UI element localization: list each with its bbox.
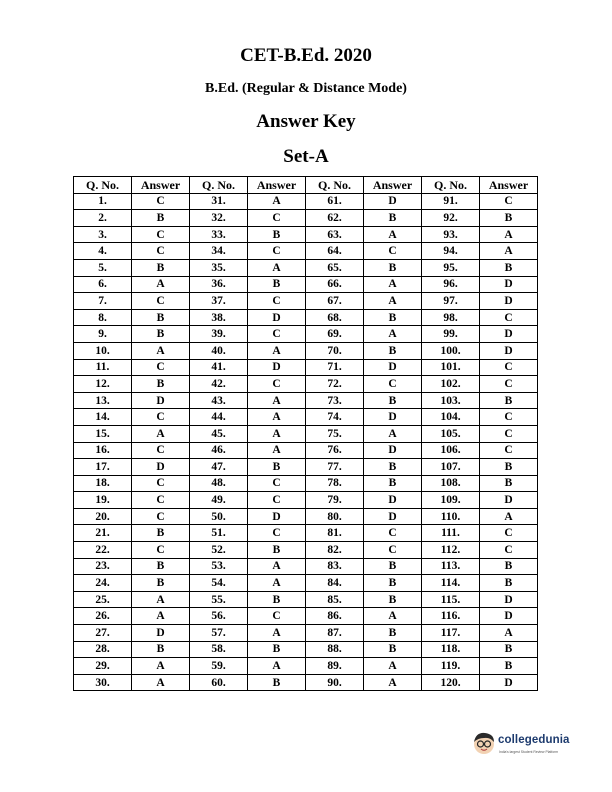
answer-cell: A (364, 674, 422, 691)
answer-cell: A (132, 658, 190, 675)
answer-cell: B (248, 276, 306, 293)
question-number: 86. (306, 608, 364, 625)
question-number: 8. (74, 309, 132, 326)
answer-cell: C (480, 442, 538, 459)
answer-cell: D (480, 591, 538, 608)
answer-cell: C (364, 376, 422, 393)
table-row (74, 210, 538, 227)
question-number: 26. (74, 608, 132, 625)
question-number: 105. (422, 425, 480, 442)
table-row (74, 392, 538, 409)
question-number: 22. (74, 542, 132, 559)
answer-cell: A (480, 226, 538, 243)
question-number: 64. (306, 243, 364, 260)
answer-cell: C (132, 508, 190, 525)
question-number: 16. (74, 442, 132, 459)
question-number: 32. (190, 210, 248, 227)
question-number: 92. (422, 210, 480, 227)
table-row (74, 508, 538, 525)
question-number: 110. (422, 508, 480, 525)
question-number: 69. (306, 326, 364, 343)
answer-cell: A (364, 293, 422, 310)
question-number: 20. (74, 508, 132, 525)
table-row (74, 376, 538, 393)
collegedunia-logo (472, 728, 582, 768)
answer-cell: C (248, 243, 306, 260)
question-number: 84. (306, 575, 364, 592)
table-row (74, 226, 538, 243)
table-row (74, 641, 538, 658)
question-number: 29. (74, 658, 132, 675)
column-header: Answer (480, 177, 538, 194)
table-row (74, 342, 538, 359)
question-number: 14. (74, 409, 132, 426)
answer-cell: C (132, 293, 190, 310)
answer-cell: D (248, 309, 306, 326)
question-number: 87. (306, 625, 364, 642)
question-number: 58. (190, 641, 248, 658)
table-row (74, 475, 538, 492)
table-row (74, 442, 538, 459)
answer-cell: D (480, 342, 538, 359)
table-row (74, 542, 538, 559)
question-number: 117. (422, 625, 480, 642)
question-number: 97. (422, 293, 480, 310)
answer-cell: B (132, 558, 190, 575)
question-number: 81. (306, 525, 364, 542)
question-number: 91. (422, 193, 480, 210)
answer-cell: D (248, 508, 306, 525)
answer-cell: C (248, 492, 306, 509)
answer-cell: A (248, 558, 306, 575)
column-header: Answer (248, 177, 306, 194)
question-number: 18. (74, 475, 132, 492)
question-number: 51. (190, 525, 248, 542)
answer-cell: B (248, 226, 306, 243)
answer-cell: B (480, 210, 538, 227)
question-number: 30. (74, 674, 132, 691)
answer-cell: D (248, 359, 306, 376)
question-number: 6. (74, 276, 132, 293)
question-number: 109. (422, 492, 480, 509)
column-header: Q. No. (306, 177, 364, 194)
answer-cell: A (132, 425, 190, 442)
question-number: 90. (306, 674, 364, 691)
answer-cell: D (480, 326, 538, 343)
question-number: 118. (422, 641, 480, 658)
answer-cell: B (480, 459, 538, 476)
question-number: 1. (74, 193, 132, 210)
mascot-icon (472, 730, 496, 756)
question-number: 49. (190, 492, 248, 509)
question-number: 66. (306, 276, 364, 293)
question-number: 23. (74, 558, 132, 575)
answer-cell: C (480, 359, 538, 376)
question-number: 70. (306, 342, 364, 359)
question-number: 57. (190, 625, 248, 642)
column-header: Q. No. (422, 177, 480, 194)
question-number: 13. (74, 392, 132, 409)
answer-cell: B (248, 641, 306, 658)
question-number: 41. (190, 359, 248, 376)
question-number: 102. (422, 376, 480, 393)
question-number: 103. (422, 392, 480, 409)
question-number: 71. (306, 359, 364, 376)
question-number: 46. (190, 442, 248, 459)
question-number: 9. (74, 326, 132, 343)
table-row (74, 193, 538, 210)
answer-cell: B (132, 210, 190, 227)
table-row (74, 492, 538, 509)
question-number: 27. (74, 625, 132, 642)
answer-cell: D (480, 276, 538, 293)
question-number: 28. (74, 641, 132, 658)
question-number: 60. (190, 674, 248, 691)
question-number: 112. (422, 542, 480, 559)
answer-cell: C (480, 525, 538, 542)
question-number: 75. (306, 425, 364, 442)
answer-cell: B (248, 674, 306, 691)
answer-cell: B (364, 575, 422, 592)
answer-cell: C (132, 193, 190, 210)
question-number: 12. (74, 376, 132, 393)
question-number: 10. (74, 342, 132, 359)
answer-cell: D (480, 492, 538, 509)
answer-cell: C (364, 542, 422, 559)
question-number: 54. (190, 575, 248, 592)
answer-cell: D (480, 293, 538, 310)
answer-cell: D (364, 409, 422, 426)
answer-cell: C (248, 326, 306, 343)
answer-cell: C (132, 226, 190, 243)
table-row (74, 259, 538, 276)
answer-cell: D (480, 608, 538, 625)
question-number: 21. (74, 525, 132, 542)
answer-cell: B (480, 641, 538, 658)
answer-cell: B (364, 625, 422, 642)
answer-cell: D (132, 459, 190, 476)
answer-cell: D (364, 508, 422, 525)
answer-cell: B (132, 259, 190, 276)
table-row (74, 309, 538, 326)
table-row (74, 243, 538, 260)
answer-cell: A (248, 442, 306, 459)
answer-cell: A (364, 608, 422, 625)
answer-cell: B (132, 376, 190, 393)
table-row (74, 409, 538, 426)
answer-cell: B (480, 259, 538, 276)
question-number: 65. (306, 259, 364, 276)
question-number: 48. (190, 475, 248, 492)
answer-cell: A (480, 243, 538, 260)
answer-cell: C (480, 542, 538, 559)
answer-cell: A (248, 259, 306, 276)
question-number: 61. (306, 193, 364, 210)
question-number: 85. (306, 591, 364, 608)
answer-cell: C (132, 442, 190, 459)
question-number: 101. (422, 359, 480, 376)
question-number: 44. (190, 409, 248, 426)
answer-cell: C (364, 243, 422, 260)
answer-cell: A (248, 193, 306, 210)
answer-cell: C (248, 210, 306, 227)
question-number: 111. (422, 525, 480, 542)
table-row (74, 293, 538, 310)
answer-cell: B (364, 259, 422, 276)
answer-cell: A (480, 625, 538, 642)
question-number: 63. (306, 226, 364, 243)
answer-cell: B (132, 575, 190, 592)
question-number: 119. (422, 658, 480, 675)
answer-cell: B (364, 309, 422, 326)
answer-cell: A (364, 226, 422, 243)
question-number: 83. (306, 558, 364, 575)
answer-cell: A (132, 608, 190, 625)
question-number: 116. (422, 608, 480, 625)
question-number: 74. (306, 409, 364, 426)
question-number: 68. (306, 309, 364, 326)
column-header: Q. No. (74, 177, 132, 194)
answer-cell: B (364, 342, 422, 359)
answer-cell: D (364, 359, 422, 376)
question-number: 80. (306, 508, 364, 525)
question-number: 99. (422, 326, 480, 343)
question-number: 82. (306, 542, 364, 559)
answer-cell: C (364, 525, 422, 542)
answer-cell: D (364, 442, 422, 459)
question-number: 98. (422, 309, 480, 326)
answer-cell: B (248, 459, 306, 476)
question-number: 2. (74, 210, 132, 227)
answer-cell: A (132, 591, 190, 608)
question-number: 37. (190, 293, 248, 310)
column-header: Answer (364, 177, 422, 194)
table-row (74, 359, 538, 376)
question-number: 4. (74, 243, 132, 260)
question-number: 106. (422, 442, 480, 459)
question-number: 40. (190, 342, 248, 359)
question-number: 36. (190, 276, 248, 293)
table-row (74, 525, 538, 542)
answer-cell: D (364, 193, 422, 210)
question-number: 62. (306, 210, 364, 227)
answer-key-table (73, 176, 538, 691)
question-number: 11. (74, 359, 132, 376)
question-number: 45. (190, 425, 248, 442)
question-number: 17. (74, 459, 132, 476)
table-row (74, 425, 538, 442)
column-header: Answer (132, 177, 190, 194)
question-number: 100. (422, 342, 480, 359)
question-number: 72. (306, 376, 364, 393)
answer-cell: A (248, 658, 306, 675)
question-number: 73. (306, 392, 364, 409)
question-number: 34. (190, 243, 248, 260)
answer-cell: A (248, 392, 306, 409)
question-number: 67. (306, 293, 364, 310)
question-number: 94. (422, 243, 480, 260)
brand-tagline: India's largest Student Review Platform (499, 750, 559, 754)
answer-cell: B (480, 575, 538, 592)
answer-cell: A (364, 276, 422, 293)
table-row (74, 575, 538, 592)
question-number: 24. (74, 575, 132, 592)
question-number: 76. (306, 442, 364, 459)
table-row (74, 326, 538, 343)
question-number: 47. (190, 459, 248, 476)
question-number: 104. (422, 409, 480, 426)
question-number: 50. (190, 508, 248, 525)
column-header: Q. No. (190, 177, 248, 194)
answer-cell: C (480, 376, 538, 393)
table-row (74, 459, 538, 476)
question-number: 39. (190, 326, 248, 343)
question-number: 89. (306, 658, 364, 675)
answer-cell: C (480, 409, 538, 426)
answer-cell: C (132, 359, 190, 376)
question-number: 107. (422, 459, 480, 476)
question-number: 35. (190, 259, 248, 276)
answer-cell: C (132, 409, 190, 426)
table-row (74, 276, 538, 293)
answer-cell: B (132, 309, 190, 326)
question-number: 108. (422, 475, 480, 492)
question-number: 7. (74, 293, 132, 310)
answer-cell: C (132, 492, 190, 509)
question-number: 5. (74, 259, 132, 276)
answer-cell: A (132, 276, 190, 293)
question-number: 88. (306, 641, 364, 658)
question-number: 52. (190, 542, 248, 559)
answer-cell: A (364, 326, 422, 343)
answer-cell: D (480, 674, 538, 691)
question-number: 96. (422, 276, 480, 293)
table-row (74, 558, 538, 575)
answer-cell: C (132, 243, 190, 260)
question-number: 56. (190, 608, 248, 625)
answer-cell: C (248, 608, 306, 625)
question-number: 113. (422, 558, 480, 575)
question-number: 59. (190, 658, 248, 675)
answer-cell: B (364, 210, 422, 227)
answer-cell: A (480, 508, 538, 525)
answer-cell: B (480, 658, 538, 675)
answer-cell: D (132, 625, 190, 642)
answer-cell: C (480, 193, 538, 210)
question-number: 79. (306, 492, 364, 509)
table-row (74, 591, 538, 608)
answer-cell: B (132, 525, 190, 542)
answer-cell: C (132, 475, 190, 492)
brand-name: collegedunia (498, 734, 570, 746)
question-number: 114. (422, 575, 480, 592)
answer-cell: A (132, 674, 190, 691)
question-number: 93. (422, 226, 480, 243)
question-number: 120. (422, 674, 480, 691)
answer-cell: B (364, 591, 422, 608)
question-number: 42. (190, 376, 248, 393)
answer-cell: D (364, 492, 422, 509)
question-number: 19. (74, 492, 132, 509)
answer-cell: B (248, 591, 306, 608)
table-row (74, 674, 538, 691)
answer-cell: C (248, 525, 306, 542)
answer-cell: B (132, 641, 190, 658)
answer-cell: B (480, 392, 538, 409)
answer-cell: A (132, 342, 190, 359)
question-number: 31. (190, 193, 248, 210)
answer-cell: A (364, 425, 422, 442)
answer-cell: C (132, 542, 190, 559)
exam-mode: B.Ed. (Regular & Distance Mode) (205, 81, 407, 96)
answer-cell: C (248, 376, 306, 393)
exam-title: CET-B.Ed. 2020 (240, 45, 372, 66)
question-number: 33. (190, 226, 248, 243)
answer-cell: C (480, 425, 538, 442)
answer-cell: A (248, 409, 306, 426)
question-number: 38. (190, 309, 248, 326)
answer-cell: D (132, 392, 190, 409)
question-number: 15. (74, 425, 132, 442)
question-number: 3. (74, 226, 132, 243)
answer-cell: B (480, 475, 538, 492)
answer-cell: C (480, 309, 538, 326)
answer-cell: B (364, 475, 422, 492)
table-row (74, 625, 538, 642)
answer-cell: A (248, 425, 306, 442)
question-number: 115. (422, 591, 480, 608)
answer-cell: A (364, 658, 422, 675)
question-number: 78. (306, 475, 364, 492)
answer-cell: A (248, 342, 306, 359)
question-number: 43. (190, 392, 248, 409)
answer-cell: B (364, 392, 422, 409)
answer-cell: B (364, 459, 422, 476)
question-number: 55. (190, 591, 248, 608)
table-header-row (74, 177, 538, 194)
question-number: 25. (74, 591, 132, 608)
table-row (74, 608, 538, 625)
answer-cell: A (248, 575, 306, 592)
document-title: Answer Key (256, 111, 356, 132)
answer-cell: B (364, 558, 422, 575)
question-number: 53. (190, 558, 248, 575)
answer-cell: C (248, 475, 306, 492)
answer-cell: B (364, 641, 422, 658)
table-row (74, 658, 538, 675)
answer-cell: B (132, 326, 190, 343)
question-number: 95. (422, 259, 480, 276)
answer-cell: C (248, 293, 306, 310)
question-number: 77. (306, 459, 364, 476)
answer-cell: A (248, 625, 306, 642)
set-label: Set-A (283, 146, 329, 167)
answer-cell: B (480, 558, 538, 575)
answer-cell: B (248, 542, 306, 559)
